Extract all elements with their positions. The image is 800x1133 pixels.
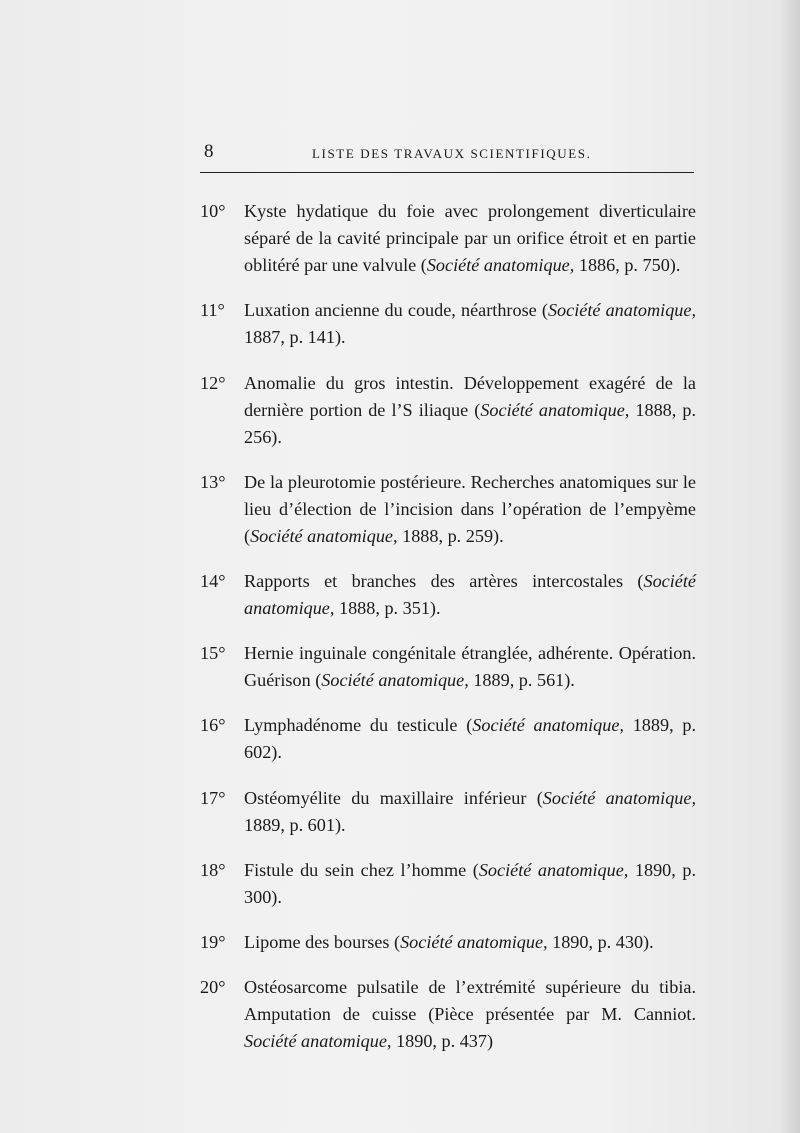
entry-citation: 1889, p. 561). (468, 670, 575, 691)
list-item (200, 712, 696, 766)
entry-number: 13° (200, 471, 226, 492)
entry-text: Lymphadénome du testicule ( (244, 715, 473, 736)
entry-number: 11° (200, 300, 225, 321)
list-item (200, 568, 696, 622)
entry-journal: Société anatomique, (250, 525, 398, 546)
entry-citation: 1887, p. 141). (244, 327, 346, 348)
entry-journal: Société anatomique, (426, 255, 575, 276)
entry-journal: Société anatomique, (400, 931, 548, 952)
entry-journal: Société anatomique, (244, 570, 696, 618)
list-item (200, 929, 696, 956)
entry-number: 10° (200, 201, 226, 222)
entry-number: 14° (200, 570, 226, 591)
entry-text: Fistule du sein chez l’homme ( (244, 859, 479, 880)
entry-citation: 1888, p. 351). (334, 597, 441, 618)
entry-citation: 1889, p. 601). (244, 814, 346, 835)
entry-number: 16° (200, 715, 226, 736)
list-item (200, 640, 696, 694)
entry-text: Anomalie du gros intestin. Développement exagéré de la dernière portion de l’S iliaque ( (244, 372, 696, 420)
list-item (200, 974, 696, 1055)
header-rule (200, 172, 694, 173)
entry-citation: 1890, p. 430). (547, 931, 654, 952)
entry-text: Ostéosarcome pulsatile de l’extrémité supérieure du tibia. Amputation de cuisse (Pièce présentée par M. Canniot. (244, 977, 696, 1025)
entry-number: 19° (200, 931, 226, 952)
entry-citation: 1889, p. 602). (244, 715, 697, 763)
entry-journal: Société anatomique, (547, 300, 697, 321)
entry-citation: 1888, p. 256). (244, 399, 696, 447)
list-item (200, 297, 696, 351)
list-item (200, 857, 696, 911)
list-item (200, 785, 696, 839)
entry-journal: Société anatomique, (321, 670, 469, 691)
entry-text: De la pleurotomie postérieure. Recherches anatomiques sur le lieu d’élection de l’incision dans l’opération de l’empyème ( (244, 471, 696, 546)
entry-text: Lipome des bourses ( (244, 931, 401, 952)
publication-list (200, 180, 696, 1064)
entry-number: 15° (200, 643, 226, 664)
entry-number: 17° (200, 787, 226, 808)
entry-text: Kyste hydatique du foie avec prolongement diverticulaire séparé de la cavité principale par un orifice étroit et en partie oblitéré par une valvule ( (244, 201, 696, 276)
entry-journal: Société anatomique, (244, 1031, 392, 1052)
list-item (200, 198, 696, 279)
list-item (200, 370, 696, 451)
entry-number: 20° (200, 977, 226, 998)
running-head (204, 140, 690, 166)
entry-citation: 1890, p. 300). (244, 859, 697, 907)
list-item (200, 469, 696, 550)
entry-citation: 1890, p. 437) (391, 1031, 494, 1052)
entry-journal: Société anatomique, (472, 715, 624, 736)
entry-text: Ostéomyélite du maxillaire inférieur ( (244, 787, 543, 808)
entry-citation: 1888, p. 259). (397, 525, 504, 546)
entry-journal: Société anatomique, (542, 787, 696, 808)
entry-text: Rapports et branches des artères intercostales ( (244, 570, 644, 591)
entry-journal: Société anatomique, (478, 859, 629, 880)
entry-text: Hernie inguinale congénitale étranglée, adhérente. Opération. Guérison ( (244, 643, 696, 691)
page-number: 8 (204, 141, 214, 162)
running-title: LISTE DES TRAVAUX SCIENTIFIQUES. (312, 146, 592, 161)
entry-number: 12° (200, 372, 226, 393)
entry-citation: 1886, p. 750). (574, 255, 681, 276)
entry-number: 18° (200, 859, 226, 880)
entry-journal: Société anatomique, (480, 399, 630, 420)
entry-text: Luxation ancienne du coude, néarthrose ( (244, 300, 548, 321)
